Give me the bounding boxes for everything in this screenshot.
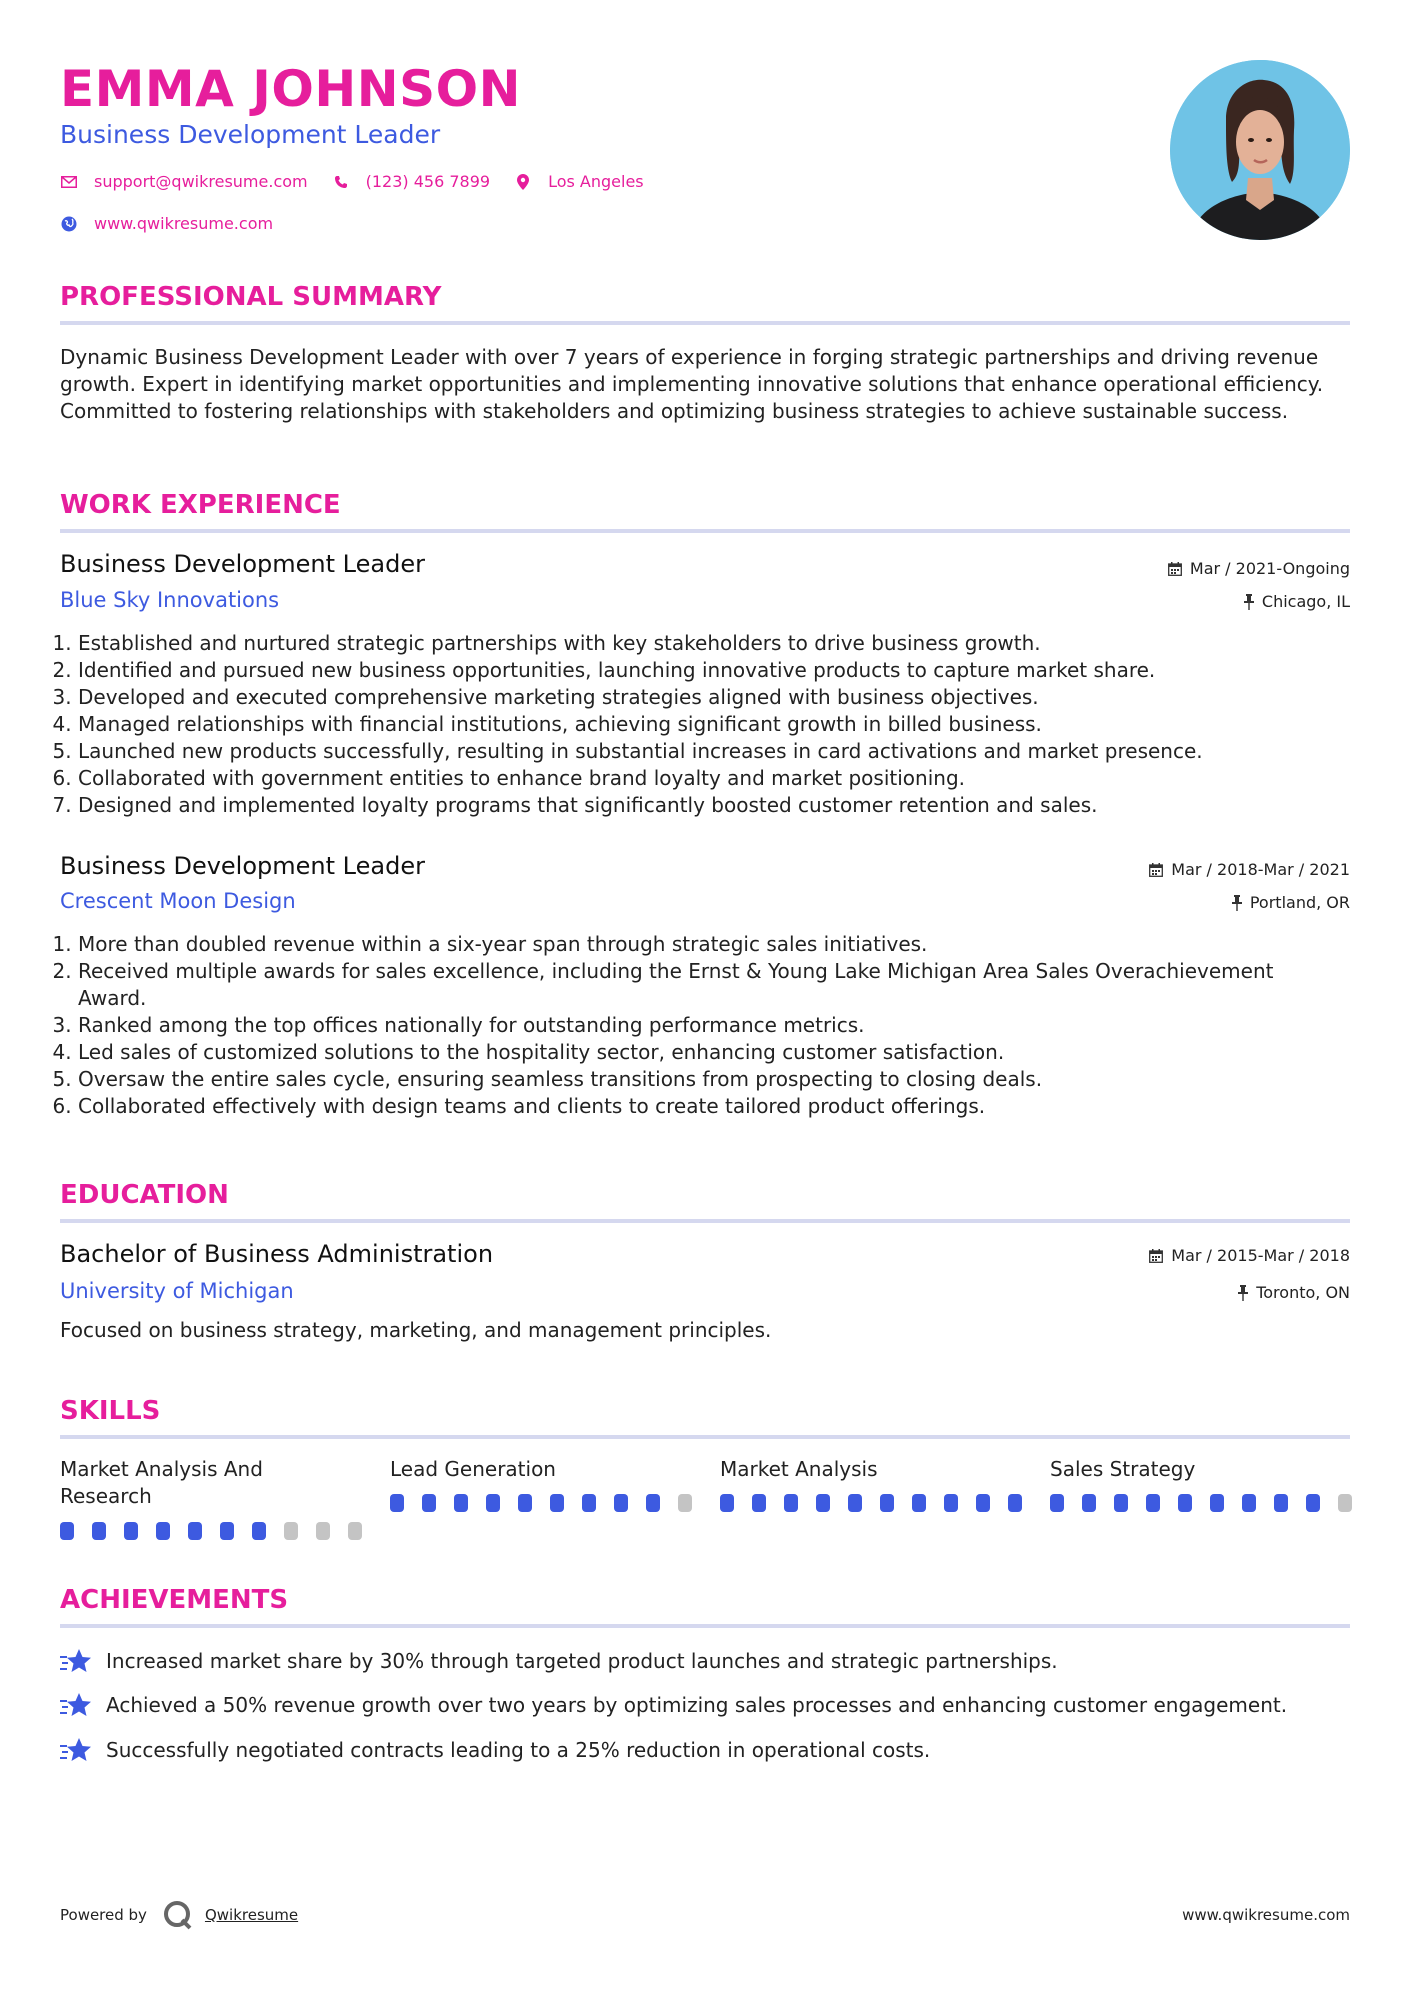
list-item: 1. Established and nurtured strategic partnerships with key stakeholders to drive business growth.	[78, 630, 1348, 657]
skill-dot-filled	[848, 1494, 862, 1512]
job-dates-text: Mar / 2021-Ongoing	[1189, 559, 1350, 578]
website-link[interactable]: www.qwikresume.com	[94, 214, 274, 233]
skill-dot-filled	[912, 1494, 926, 1512]
skill-dot-filled	[60, 1522, 74, 1540]
globe-icon	[60, 215, 78, 233]
resume-page	[60, 0, 1350, 1990]
pushpin-icon	[1244, 594, 1254, 610]
skill-dot-filled	[390, 1494, 404, 1512]
star-icon	[60, 1691, 92, 1719]
skill-dot-filled	[880, 1494, 894, 1512]
skill-dot-filled	[1008, 1494, 1022, 1512]
skill-dot-filled	[422, 1494, 436, 1512]
location-text: Los Angeles	[548, 172, 644, 191]
skill-dot-filled	[1050, 1494, 1064, 1512]
skill-dot-filled	[944, 1494, 958, 1512]
job-title: Business Development Leader	[60, 550, 425, 578]
skill-dot-filled	[1146, 1494, 1160, 1512]
contact-row-secondary	[60, 214, 297, 233]
achievement-text: Successfully negotiated contracts leading to a 25% reduction in operational costs.	[106, 1738, 931, 1762]
list-item: 1. More than doubled revenue within a six-year span through strategic sales initiatives.	[78, 931, 1348, 958]
list-item: 3. Developed and executed comprehensive marketing strategies aligned with business objectives.	[78, 684, 1348, 711]
qwikresume-logo-icon	[163, 1900, 193, 1930]
skill-rating	[60, 1522, 380, 1540]
skill-dot-empty	[348, 1522, 362, 1540]
achievement-item	[60, 1647, 1058, 1675]
footer-branding	[60, 1900, 298, 1930]
skill-dot-filled	[1178, 1494, 1192, 1512]
job-responsibilities	[60, 630, 1348, 819]
achievement-text: Increased market share by 30% through targeted product launches and strategic partnerships.	[106, 1649, 1058, 1673]
skill-rating	[720, 1494, 1040, 1512]
skill-name: Market Analysis And Research	[60, 1457, 263, 1508]
skill-name: Lead Generation	[390, 1457, 556, 1481]
list-item: 6. Collaborated with government entities to enhance brand loyalty and market positioning.	[78, 765, 1348, 792]
skill-dot-filled	[784, 1494, 798, 1512]
achievements-heading: ACHIEVEMENTS	[60, 1585, 289, 1615]
skill-dot-filled	[1242, 1494, 1256, 1512]
skill-dot-filled	[518, 1494, 532, 1512]
skill-dot-filled	[252, 1522, 266, 1540]
experience-divider	[60, 529, 1350, 533]
job-location	[1244, 592, 1350, 611]
job-responsibilities	[60, 931, 1348, 1120]
contact-row-primary	[60, 172, 668, 191]
skill-dot-empty	[284, 1522, 298, 1540]
list-item: 2. Identified and pursued new business opportunities, launching innovative products to capture market share.	[78, 657, 1348, 684]
skill-dot-empty	[1338, 1494, 1352, 1512]
job-title: Business Development Leader	[60, 852, 425, 880]
summary-heading: PROFESSIONAL SUMMARY	[60, 282, 442, 312]
list-item: 5. Oversaw the entire sales cycle, ensuring seamless transitions from prospecting to closing deals.	[78, 1066, 1348, 1093]
skill-dot-filled	[486, 1494, 500, 1512]
skill-name: Sales Strategy	[1050, 1457, 1196, 1481]
skill-dot-empty	[316, 1522, 330, 1540]
skill-dot-filled	[550, 1494, 564, 1512]
skill-dot-filled	[976, 1494, 990, 1512]
phone-number: (123) 456 7899	[365, 172, 491, 191]
skill-dot-filled	[188, 1522, 202, 1540]
skill-dot-filled	[1114, 1494, 1128, 1512]
job-location	[1232, 893, 1350, 912]
skill-dot-filled	[720, 1494, 734, 1512]
profile-photo	[1170, 60, 1350, 240]
calendar-icon	[1168, 562, 1182, 576]
list-item: 5. Launched new products successfully, resulting in substantial increases in card activations and market presence.	[78, 738, 1348, 765]
footer-website[interactable]: www.qwikresume.com	[1182, 1906, 1350, 1924]
pushpin-icon	[1238, 1285, 1248, 1301]
job-location-text: Chicago, IL	[1261, 592, 1350, 611]
job-dates-text: Mar / 2018-Mar / 2021	[1171, 860, 1350, 879]
pushpin-icon	[1232, 895, 1242, 911]
list-item: 4. Led sales of customized solutions to the hospitality sector, enhancing customer satisfaction.	[78, 1039, 1348, 1066]
experience-heading: WORK EXPERIENCE	[60, 490, 341, 520]
degree-title: Bachelor of Business Administration	[60, 1240, 494, 1268]
email-link[interactable]: support@qwikresume.com	[94, 172, 308, 191]
skill-dot-filled	[92, 1522, 106, 1540]
achievements-divider	[60, 1624, 1350, 1628]
job-dates	[1149, 860, 1350, 879]
candidate-role: Business Development Leader	[60, 120, 441, 149]
phone-icon	[332, 173, 350, 191]
skill-dot-filled	[1306, 1494, 1320, 1512]
skill-item	[720, 1456, 1020, 1483]
education-location-text: Toronto, ON	[1256, 1283, 1350, 1302]
list-item: 4. Managed relationships with financial institutions, achieving significant growth in billed business.	[78, 711, 1348, 738]
skill-dot-filled	[816, 1494, 830, 1512]
education-dates	[1149, 1246, 1350, 1265]
skills-divider	[60, 1435, 1350, 1439]
list-item: 7. Designed and implemented loyalty programs that significantly boosted customer retention and sales.	[78, 792, 1348, 819]
job-dates	[1168, 559, 1350, 578]
calendar-icon	[1149, 1249, 1163, 1263]
skills-heading: SKILLS	[60, 1396, 161, 1426]
achievement-text: Achieved a 50% revenue growth over two years by optimizing sales processes and enhancing customer engagement.	[106, 1693, 1288, 1717]
skill-rating	[390, 1494, 710, 1512]
skill-dot-filled	[454, 1494, 468, 1512]
skill-dot-empty	[678, 1494, 692, 1512]
skill-dot-filled	[646, 1494, 660, 1512]
skill-dot-filled	[1082, 1494, 1096, 1512]
map-pin-icon	[514, 173, 532, 191]
brand-link[interactable]: Qwikresume	[204, 1906, 299, 1924]
list-item: 3. Ranked among the top offices nationally for outstanding performance metrics.	[78, 1012, 1348, 1039]
skill-item	[60, 1456, 360, 1510]
powered-by-label: Powered by	[60, 1906, 147, 1924]
skill-dot-filled	[582, 1494, 596, 1512]
skill-name: Market Analysis	[720, 1457, 878, 1481]
summary-divider	[60, 321, 1350, 325]
skill-rating	[1050, 1494, 1370, 1512]
list-item: 2. Received multiple awards for sales excellence, including the Ernst & Young Lake Michigan Area Sales Overachievement Award.	[78, 958, 1348, 1012]
job-company: Blue Sky Innovations	[60, 588, 280, 612]
skill-dot-filled	[752, 1494, 766, 1512]
envelope-icon	[60, 173, 78, 191]
education-dates-text: Mar / 2015-Mar / 2018	[1171, 1246, 1350, 1265]
education-location	[1238, 1283, 1350, 1302]
candidate-name: EMMA JOHNSON	[60, 60, 521, 118]
achievement-item	[60, 1691, 1287, 1719]
calendar-icon	[1149, 863, 1163, 877]
list-item: 6. Collaborated effectively with design teams and clients to create tailored product offerings.	[78, 1093, 1348, 1120]
skill-dot-filled	[1274, 1494, 1288, 1512]
skill-item	[1050, 1456, 1350, 1483]
job-location-text: Portland, OR	[1249, 893, 1350, 912]
education-description: Focused on business strategy, marketing, and management principles.	[60, 1318, 772, 1342]
job-company: Crescent Moon Design	[60, 889, 296, 913]
star-icon	[60, 1647, 92, 1675]
school-name: University of Michigan	[60, 1279, 294, 1303]
education-divider	[60, 1219, 1350, 1223]
summary-text: Dynamic Business Development Leader with over 7 years of experience in forging strategic partnerships and driving revenue growth. Expert in identifying market opportunities and implementing innovative solutions that enhance operational efficiency. Committed to fostering relationships with stakeholders and optimizing business strategies to achieve sustainable success.	[60, 345, 1324, 423]
skill-dot-filled	[220, 1522, 234, 1540]
education-heading: EDUCATION	[60, 1180, 229, 1210]
skill-dot-filled	[124, 1522, 138, 1540]
star-icon	[60, 1736, 92, 1764]
skill-dot-filled	[1210, 1494, 1224, 1512]
skill-dot-filled	[614, 1494, 628, 1512]
achievement-item	[60, 1736, 930, 1764]
skill-item	[390, 1456, 690, 1483]
skill-dot-filled	[156, 1522, 170, 1540]
